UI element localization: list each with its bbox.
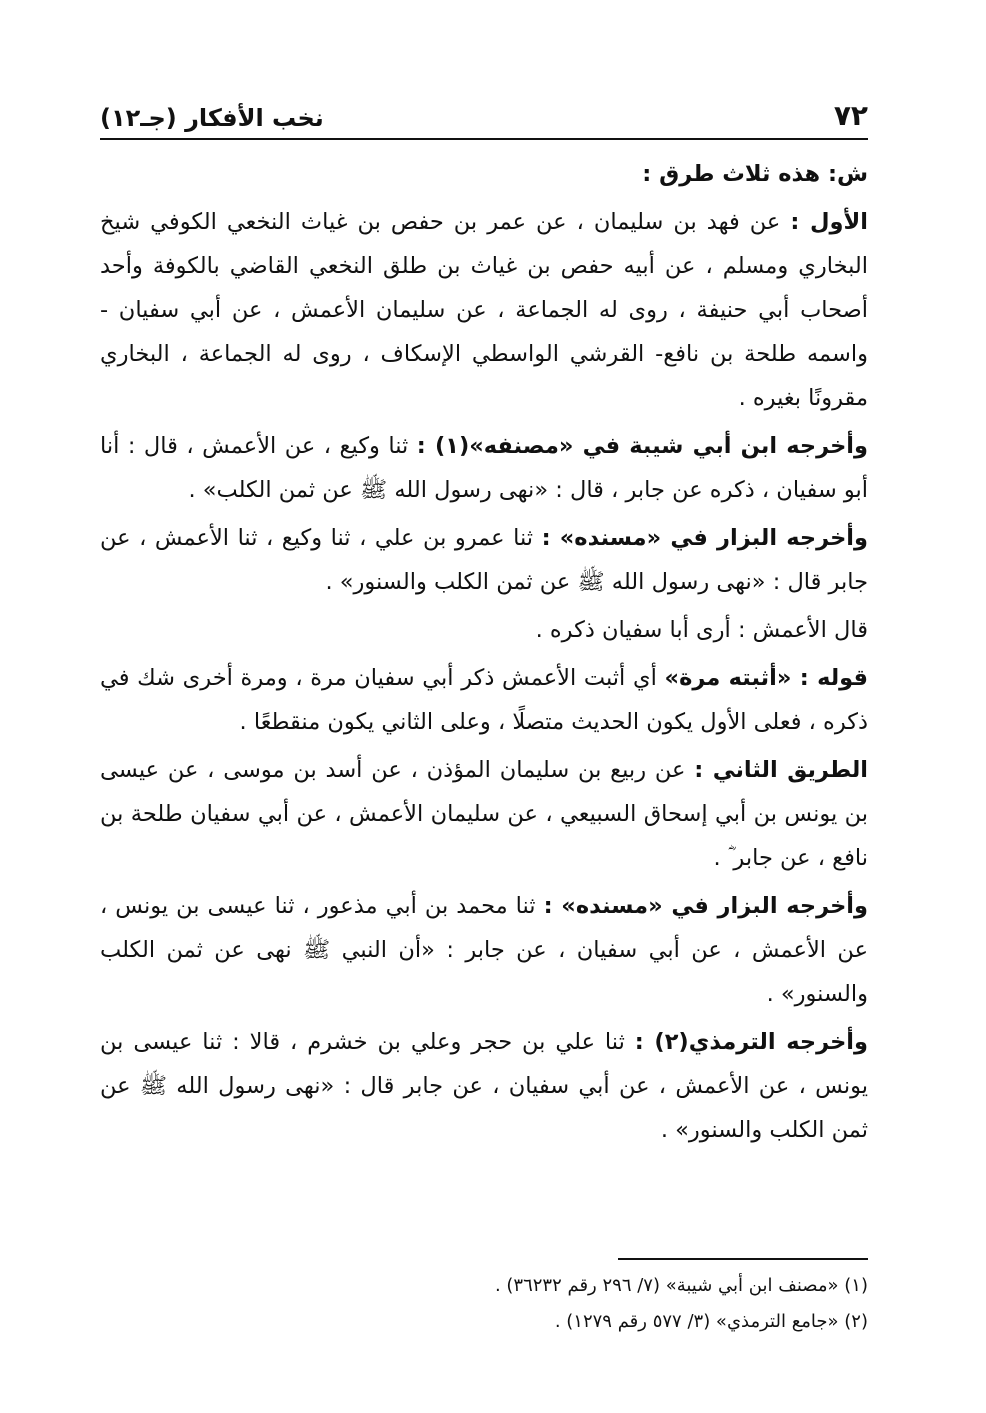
paragraph-intro: الطريق الثاني : <box>694 757 868 783</box>
page-header <box>100 92 868 140</box>
paragraph-intro: وأخرجه البزار في «مسنده» : <box>543 893 869 919</box>
footnote-divider <box>618 1258 868 1260</box>
paragraph <box>100 424 868 512</box>
paragraph <box>100 656 868 744</box>
page-number: ٧٢ <box>833 99 868 132</box>
footnote: (٢) «جامع الترمذي» (٣/ ٥٧٧ رقم ١٢٧٩) . <box>554 1311 868 1332</box>
paragraph <box>100 152 868 196</box>
paragraph <box>100 200 868 420</box>
paragraph-intro: ش: هذه ثلاث طرق : <box>642 161 868 187</box>
footnotes <box>100 1258 868 1340</box>
running-title: نخب الأفكار (جـ١٢) <box>100 104 324 132</box>
paragraph-text: قال الأعمش : أرى أبا سفيان ذكره . <box>535 617 868 643</box>
footnote: (١) «مصنف ابن أبي شيبة» (٧/ ٢٩٦ رقم ٣٦٢٣٢) . <box>494 1275 868 1296</box>
paragraph-intro: وأخرجه ابن أبي شيبة في «مصنفه»(١) : <box>416 433 868 459</box>
paragraph <box>100 516 868 604</box>
paragraph-intro: قوله : «أثبته مرة» <box>664 665 869 691</box>
paragraph-text: ثنا وكيع ، عن الأعمش ، قال : أنا أبو سفيان ، ذكره عن جابر ، قال : «نهى رسول الله ﷺ عن ثمن الكلب» . <box>100 433 868 503</box>
paragraph-intro: وأخرجه البزار في «مسنده» : <box>541 525 869 551</box>
paragraph <box>100 608 868 652</box>
paragraph-text: عن ربيع بن سليمان المؤذن ، عن أسد بن موسى ، عن عيسى بن يونس بن أبي إسحاق السبيعي ، عن سليمان الأعمش ، عن أبي سفيان طلحة بن نافع ، عن جابر ؓ . <box>100 757 868 871</box>
paragraph <box>100 884 868 1016</box>
paragraph-text: ثنا عمرو بن علي ، ثنا وكيع ، ثنا الأعمش ، عن جابر قال : «نهى رسول الله ﷺ عن ثمن الكلب والسنور» . <box>100 525 868 595</box>
paragraph-text: ثنا علي بن حجر وعلي بن خشرم ، قالا : ثنا عيسى بن يونس ، عن الأعمش ، عن أبي سفيان ، عن جابر قال : «نهى رسول الله ﷺ عن ثمن الكلب والسنور» . <box>100 1029 868 1143</box>
paragraph-intro: وأخرجه الترمذي(٢) : <box>634 1029 868 1055</box>
page-body <box>100 152 868 1156</box>
paragraph-text: أي أثبت الأعمش ذكر أبي سفيان مرة ، ومرة أخرى شك في ذكره ، فعلى الأول يكون الحديث متصلًا ، وعلى الثاني يكون منقطعًا . <box>100 665 868 735</box>
paragraph <box>100 1020 868 1152</box>
paragraph-text: ثنا محمد بن أبي مذعور ، ثنا عيسى بن يونس ، عن الأعمش ، عن أبي سفيان ، عن جابر : «أن النبي ﷺ نهى عن ثمن الكلب والسنور» . <box>100 893 868 1007</box>
paragraph-intro: الأول : <box>790 209 868 235</box>
paragraph-text: عن فهد بن سليمان ، عن عمر بن حفص بن غياث النخعي الكوفي شيخ البخاري ومسلم ، عن أبيه حفص بن غياث بن طلق النخعي القاضي بالكوفة وأحد أصحاب أبي حنيفة ، روى له الجماعة ، عن سليمان الأعمش ، عن أبي سفيان - واسمه طلحة بن نافع- القرشي الواسطي الإسكاف ، روى له الجماعة ، البخاري مقرونًا بغيره . <box>100 209 868 411</box>
paragraph <box>100 748 868 880</box>
